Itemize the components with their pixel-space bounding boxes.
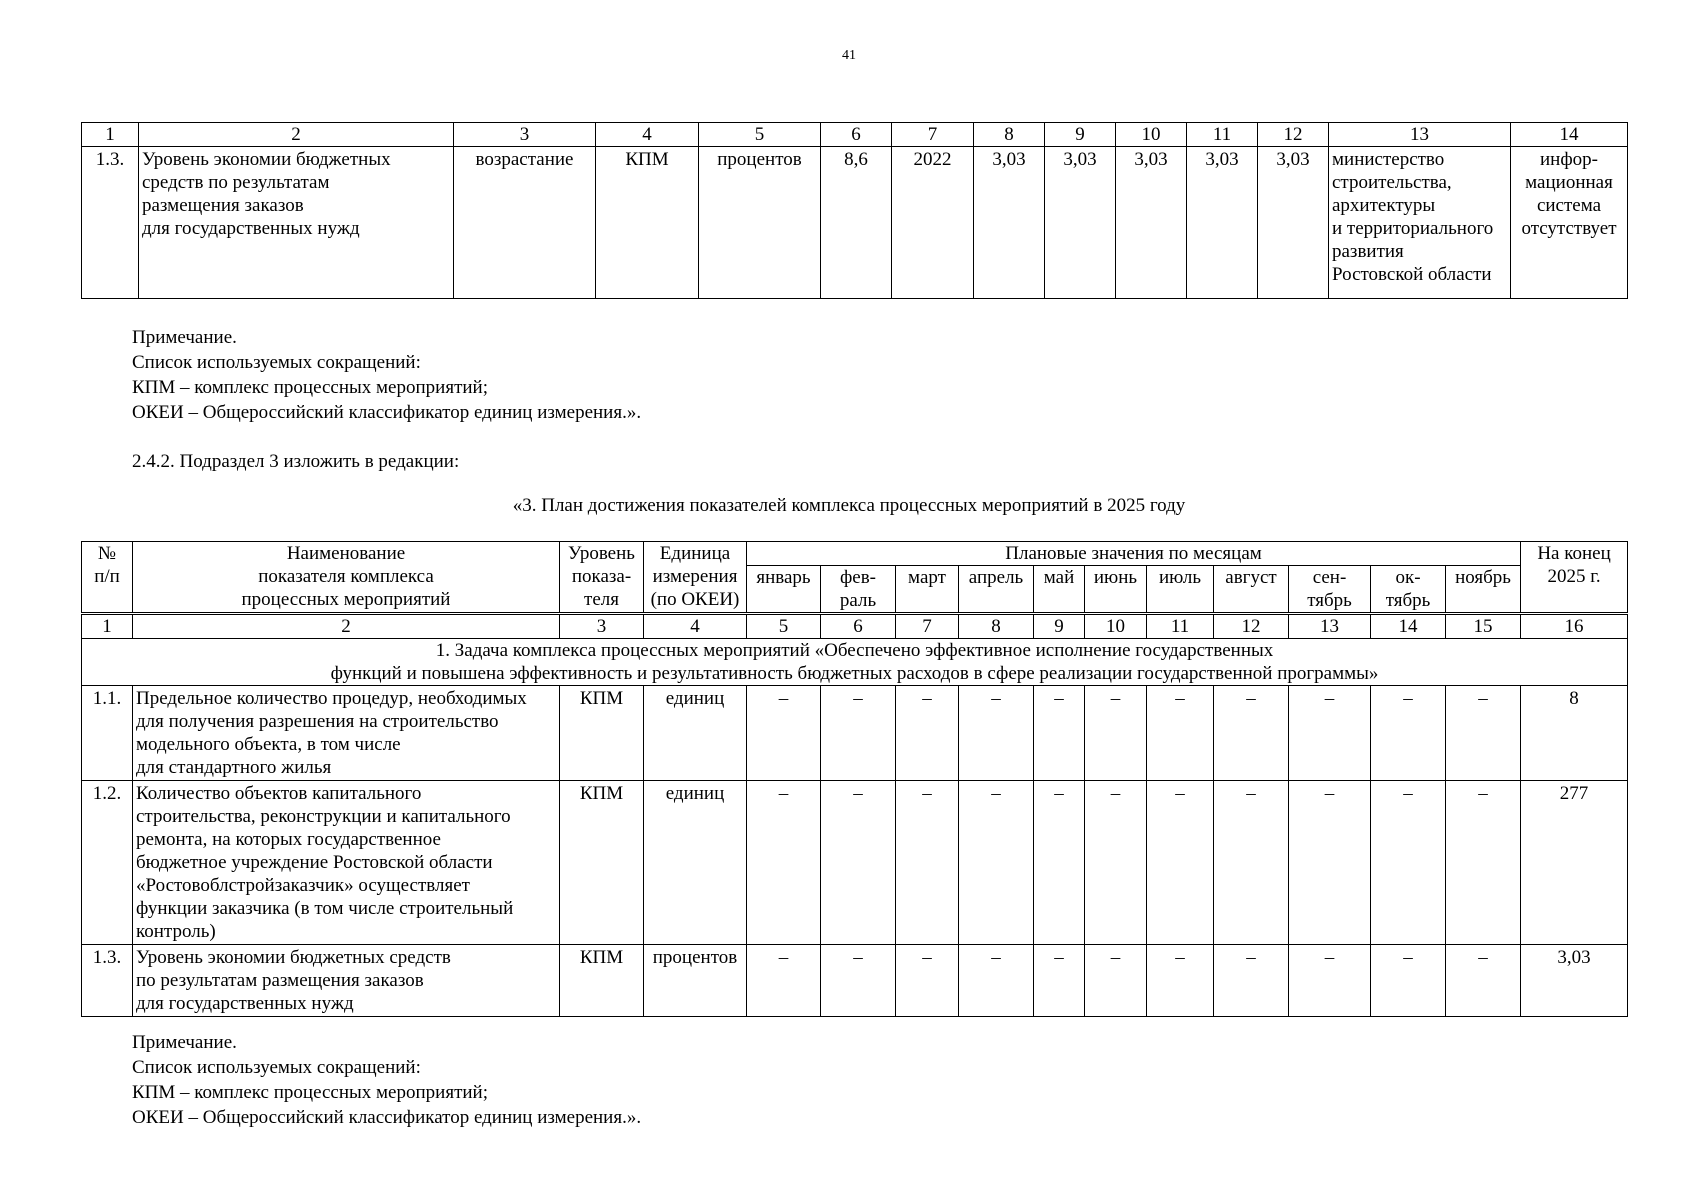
month-value: –: [1446, 686, 1521, 781]
column-number-row: [82, 123, 1628, 147]
table-row: [82, 781, 1628, 945]
base-year-cell: 2022: [892, 147, 974, 299]
col-number: 8: [959, 614, 1034, 639]
month-value: –: [1289, 781, 1371, 945]
info-system-cell: инфор- мационная система отсутствует: [1511, 147, 1628, 299]
note-heading: Примечание.: [132, 1032, 237, 1053]
col-number: 11: [1147, 614, 1214, 639]
col-number: 14: [1371, 614, 1446, 639]
header-plan: Плановые значения по месяцам: [747, 542, 1521, 566]
note-abbr-kpm: КПМ – комплекс процессных мероприятий;: [132, 1082, 488, 1103]
col-number: 10: [1116, 123, 1187, 147]
level-cell: КПМ: [596, 147, 699, 299]
month-value: –: [1214, 686, 1289, 781]
unit-cell: единиц: [644, 781, 747, 945]
month-value: –: [959, 781, 1034, 945]
month-header: июнь: [1085, 566, 1147, 614]
col-number: 4: [644, 614, 747, 639]
month-value: –: [1371, 945, 1446, 1017]
indicator-name: Предельное количество процедур, необходимых для получения разрешения на строительство модельного объекта, в том числе для стандартного жилья: [133, 686, 560, 781]
col-number: 2: [139, 123, 454, 147]
month-value: –: [821, 781, 896, 945]
column-number-row: [82, 614, 1628, 639]
col-number: 9: [1045, 123, 1116, 147]
col-number: 5: [699, 123, 821, 147]
note-heading: Примечание.: [132, 327, 237, 348]
note-abbr-okei: ОКЕИ – Общероссийский классификатор единиц измерения.».: [132, 402, 642, 423]
value-cell: 3,03: [1187, 147, 1258, 299]
col-number: 14: [1511, 123, 1628, 147]
month-header: август: [1214, 566, 1289, 614]
month-header: июль: [1147, 566, 1214, 614]
col-number: 16: [1521, 614, 1628, 639]
month-value: –: [1289, 945, 1371, 1017]
month-header: сен- тябрь: [1289, 566, 1371, 614]
col-number: 8: [974, 123, 1045, 147]
month-value: –: [1371, 686, 1446, 781]
month-header: май: [1034, 566, 1085, 614]
header-level: Уровень показа- теля: [560, 542, 644, 614]
month-value: –: [896, 686, 959, 781]
col-number: 1: [82, 123, 139, 147]
month-value: –: [1085, 781, 1147, 945]
page-number: 41: [842, 48, 856, 63]
row-number: 1.3.: [82, 147, 139, 299]
month-value: –: [1034, 686, 1085, 781]
note-list-title: Список используемых сокращений:: [132, 352, 421, 373]
indicator-name: Уровень экономии бюджетных средств по результатам размещения заказов для государственных нужд: [139, 147, 454, 299]
col-number: 2: [133, 614, 560, 639]
col-number: 12: [1258, 123, 1329, 147]
year-end-value: 8: [1521, 686, 1628, 781]
subsection-instruction: 2.4.2. Подраздел 3 изложить в редакции:: [132, 451, 460, 472]
col-number: 3: [560, 614, 644, 639]
row-number: 1.3.: [82, 945, 133, 1017]
month-value: –: [1034, 945, 1085, 1017]
col-number: 9: [1034, 614, 1085, 639]
col-number: 10: [1085, 614, 1147, 639]
col-number: 5: [747, 614, 821, 639]
base-value-cell: 8,6: [821, 147, 892, 299]
level-cell: КПМ: [560, 686, 644, 781]
month-value: –: [821, 686, 896, 781]
year-end-value: 3,03: [1521, 945, 1628, 1017]
month-value: –: [1446, 945, 1521, 1017]
table-row: [82, 686, 1628, 781]
month-header: апрель: [959, 566, 1034, 614]
value-cell: 3,03: [1258, 147, 1329, 299]
col-number: 1: [82, 614, 133, 639]
month-value: –: [1147, 686, 1214, 781]
month-value: –: [1085, 945, 1147, 1017]
month-value: –: [1034, 781, 1085, 945]
col-number: 6: [821, 123, 892, 147]
row-number: 1.2.: [82, 781, 133, 945]
unit-cell: процентов: [644, 945, 747, 1017]
month-value: –: [747, 781, 821, 945]
month-header: март: [896, 566, 959, 614]
month-header: ноябрь: [1446, 566, 1521, 614]
value-cell: 3,03: [1116, 147, 1187, 299]
month-header: ок- тябрь: [1371, 566, 1446, 614]
plan-title: «3. План достижения показателей комплекса процессных мероприятий в 2025 году: [512, 495, 1186, 516]
year-end-value: 277: [1521, 781, 1628, 945]
plan-table: [81, 541, 1628, 1017]
task-title: 1. Задача комплекса процессных мероприятий «Обеспечено эффективное исполнение государственных функций и повышена эффективность и результативность бюджетных расходов в сфере реализации государственной программы»: [82, 639, 1628, 686]
responsible-cell: министерство строительства, архитектуры и территориального развития Ростовской области: [1329, 147, 1511, 299]
row-number: 1.1.: [82, 686, 133, 781]
col-number: 7: [892, 123, 974, 147]
col-number: 11: [1187, 123, 1258, 147]
indicator-name: Уровень экономии бюджетных средств по результатам размещения заказов для государственных нужд: [133, 945, 560, 1017]
month-value: –: [1147, 781, 1214, 945]
month-value: –: [1289, 686, 1371, 781]
header-row-1: [82, 542, 1628, 566]
header-num: № п/п: [82, 542, 133, 614]
level-cell: КПМ: [560, 945, 644, 1017]
header-unit: Единица измерения (по ОКЕИ): [644, 542, 747, 614]
col-number: 15: [1446, 614, 1521, 639]
task-row: [82, 639, 1628, 686]
col-number: 3: [454, 123, 596, 147]
col-number: 12: [1214, 614, 1289, 639]
note-abbr-okei: ОКЕИ – Общероссийский классификатор единиц измерения.».: [132, 1107, 642, 1128]
value-cell: 3,03: [974, 147, 1045, 299]
month-value: –: [1214, 781, 1289, 945]
month-value: –: [821, 945, 896, 1017]
col-number: 6: [821, 614, 896, 639]
value-cell: 3,03: [1045, 147, 1116, 299]
indicator-name: Количество объектов капитального строительства, реконструкции и капитального ремонта, на которых государственное бюджетное учреждение Ростовской области «Ростовоблстройзаказчик» осуществляет функции заказчика (в том числе строительный контроль): [133, 781, 560, 945]
month-value: –: [959, 945, 1034, 1017]
header-name: Наименование показателя комплекса процессных мероприятий: [133, 542, 560, 614]
col-number: 4: [596, 123, 699, 147]
month-value: –: [747, 945, 821, 1017]
month-value: –: [896, 781, 959, 945]
col-number: 13: [1329, 123, 1511, 147]
indicators-table-continued: [81, 122, 1628, 299]
unit-cell: процентов: [699, 147, 821, 299]
month-value: –: [896, 945, 959, 1017]
month-header: фев- раль: [821, 566, 896, 614]
level-cell: КПМ: [560, 781, 644, 945]
month-value: –: [1446, 781, 1521, 945]
unit-cell: единиц: [644, 686, 747, 781]
month-header: январь: [747, 566, 821, 614]
col-number: 7: [896, 614, 959, 639]
note-abbr-kpm: КПМ – комплекс процессных мероприятий;: [132, 377, 488, 398]
month-value: –: [1147, 945, 1214, 1017]
note-list-title: Список используемых сокращений:: [132, 1057, 421, 1078]
note-block-1: [132, 325, 641, 425]
month-value: –: [1371, 781, 1446, 945]
table-row: [82, 945, 1628, 1017]
trend-cell: возрастание: [454, 147, 596, 299]
month-value: –: [747, 686, 821, 781]
header-end: На конец 2025 г.: [1521, 542, 1628, 614]
table-row: [82, 147, 1628, 299]
month-value: –: [959, 686, 1034, 781]
month-value: –: [1214, 945, 1289, 1017]
month-value: –: [1085, 686, 1147, 781]
col-number: 13: [1289, 614, 1371, 639]
note-block-2: [132, 1030, 641, 1130]
